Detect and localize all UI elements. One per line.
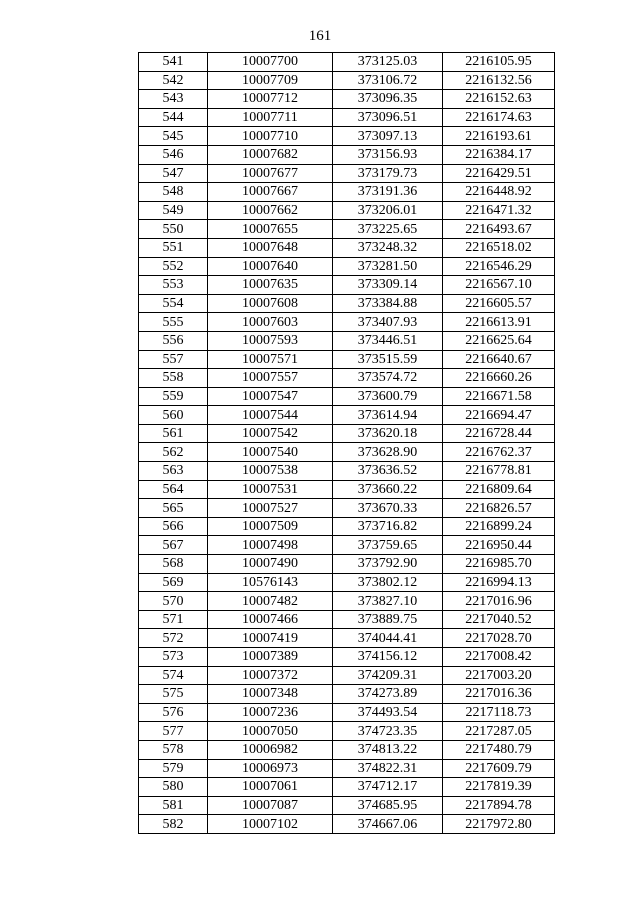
x-coordinate-cell: 374209.31 — [333, 666, 443, 685]
y-coordinate-cell: 2216384.17 — [443, 145, 555, 164]
row-number-cell: 582 — [139, 815, 208, 834]
row-number-cell: 580 — [139, 778, 208, 797]
x-coordinate-cell: 373670.33 — [333, 499, 443, 518]
x-coordinate-cell: 374493.54 — [333, 703, 443, 722]
x-coordinate-cell: 374813.22 — [333, 740, 443, 759]
row-number-cell: 566 — [139, 517, 208, 536]
y-coordinate-cell: 2216493.67 — [443, 220, 555, 239]
x-coordinate-cell: 373636.52 — [333, 462, 443, 481]
point-id-cell: 10007547 — [208, 387, 333, 406]
table-row — [139, 555, 555, 574]
table-row — [139, 294, 555, 313]
row-number-cell: 563 — [139, 462, 208, 481]
row-number-cell: 559 — [139, 387, 208, 406]
row-number-cell: 555 — [139, 313, 208, 332]
point-id-cell: 10007389 — [208, 648, 333, 667]
row-number-cell: 573 — [139, 648, 208, 667]
x-coordinate-cell: 373225.65 — [333, 220, 443, 239]
x-coordinate-cell: 373106.72 — [333, 71, 443, 90]
point-id-cell: 10007710 — [208, 127, 333, 146]
x-coordinate-cell: 373206.01 — [333, 201, 443, 220]
table-row — [139, 331, 555, 350]
point-id-cell: 10007648 — [208, 238, 333, 257]
x-coordinate-cell: 373179.73 — [333, 164, 443, 183]
table-row — [139, 666, 555, 685]
point-id-cell: 10007102 — [208, 815, 333, 834]
x-coordinate-cell: 373125.03 — [333, 53, 443, 72]
row-number-cell: 560 — [139, 406, 208, 425]
point-id-cell: 10006973 — [208, 759, 333, 778]
table-row — [139, 276, 555, 295]
point-id-cell: 10007050 — [208, 722, 333, 741]
x-coordinate-cell: 373281.50 — [333, 257, 443, 276]
table-row — [139, 164, 555, 183]
point-id-cell: 10007236 — [208, 703, 333, 722]
y-coordinate-cell: 2216778.81 — [443, 462, 555, 481]
table-row — [139, 462, 555, 481]
point-id-cell: 10007655 — [208, 220, 333, 239]
y-coordinate-cell: 2217118.73 — [443, 703, 555, 722]
point-id-cell: 10007557 — [208, 369, 333, 388]
row-number-cell: 543 — [139, 90, 208, 109]
row-number-cell: 546 — [139, 145, 208, 164]
table-row — [139, 201, 555, 220]
y-coordinate-cell: 2217609.79 — [443, 759, 555, 778]
y-coordinate-cell: 2216132.56 — [443, 71, 555, 90]
table-row — [139, 648, 555, 667]
x-coordinate-cell: 373620.18 — [333, 424, 443, 443]
table-row — [139, 499, 555, 518]
y-coordinate-cell: 2216518.02 — [443, 238, 555, 257]
table-row — [139, 536, 555, 555]
point-id-cell: 10007682 — [208, 145, 333, 164]
point-id-cell: 10007640 — [208, 257, 333, 276]
y-coordinate-cell: 2216613.91 — [443, 313, 555, 332]
table-row — [139, 703, 555, 722]
point-id-cell: 10007348 — [208, 685, 333, 704]
point-id-cell: 10007635 — [208, 276, 333, 295]
x-coordinate-cell: 373097.13 — [333, 127, 443, 146]
x-coordinate-cell: 373096.51 — [333, 108, 443, 127]
table-row — [139, 220, 555, 239]
x-coordinate-cell: 373628.90 — [333, 443, 443, 462]
x-coordinate-cell: 374723.35 — [333, 722, 443, 741]
table-row — [139, 424, 555, 443]
y-coordinate-cell: 2217480.79 — [443, 740, 555, 759]
point-id-cell: 10007677 — [208, 164, 333, 183]
point-id-cell: 10007419 — [208, 629, 333, 648]
y-coordinate-cell: 2216471.32 — [443, 201, 555, 220]
row-number-cell: 551 — [139, 238, 208, 257]
x-coordinate-cell: 373515.59 — [333, 350, 443, 369]
row-number-cell: 556 — [139, 331, 208, 350]
table-row — [139, 71, 555, 90]
x-coordinate-cell: 373384.88 — [333, 294, 443, 313]
table-row — [139, 573, 555, 592]
y-coordinate-cell: 2217894.78 — [443, 796, 555, 815]
point-id-cell: 10007498 — [208, 536, 333, 555]
y-coordinate-cell: 2216546.29 — [443, 257, 555, 276]
y-coordinate-cell: 2216671.58 — [443, 387, 555, 406]
point-id-cell: 10007466 — [208, 610, 333, 629]
point-id-cell: 10007700 — [208, 53, 333, 72]
table-row — [139, 183, 555, 202]
x-coordinate-cell: 374273.89 — [333, 685, 443, 704]
y-coordinate-cell: 2216985.70 — [443, 555, 555, 574]
point-id-cell: 10007372 — [208, 666, 333, 685]
point-id-cell: 10007667 — [208, 183, 333, 202]
row-number-cell: 557 — [139, 350, 208, 369]
point-id-cell: 10007603 — [208, 313, 333, 332]
row-number-cell: 576 — [139, 703, 208, 722]
point-id-cell: 10007571 — [208, 350, 333, 369]
table-row — [139, 759, 555, 778]
y-coordinate-cell: 2217028.70 — [443, 629, 555, 648]
table-row — [139, 480, 555, 499]
y-coordinate-cell: 2216694.47 — [443, 406, 555, 425]
table-row — [139, 387, 555, 406]
x-coordinate-cell: 373096.35 — [333, 90, 443, 109]
row-number-cell: 558 — [139, 369, 208, 388]
point-id-cell: 10576143 — [208, 573, 333, 592]
x-coordinate-cell: 373716.82 — [333, 517, 443, 536]
table-row — [139, 629, 555, 648]
table-body — [139, 53, 555, 834]
page-number: 161 — [308, 28, 332, 44]
y-coordinate-cell: 2216762.37 — [443, 443, 555, 462]
row-number-cell: 552 — [139, 257, 208, 276]
row-number-cell: 553 — [139, 276, 208, 295]
row-number-cell: 577 — [139, 722, 208, 741]
row-number-cell: 545 — [139, 127, 208, 146]
table-row — [139, 127, 555, 146]
y-coordinate-cell: 2216809.64 — [443, 480, 555, 499]
row-number-cell: 564 — [139, 480, 208, 499]
point-id-cell: 10007490 — [208, 555, 333, 574]
y-coordinate-cell: 2217016.96 — [443, 592, 555, 611]
y-coordinate-cell: 2216174.63 — [443, 108, 555, 127]
point-id-cell: 10007544 — [208, 406, 333, 425]
y-coordinate-cell: 2217287.05 — [443, 722, 555, 741]
point-id-cell: 10007527 — [208, 499, 333, 518]
x-coordinate-cell: 373792.90 — [333, 555, 443, 574]
point-id-cell: 10007709 — [208, 71, 333, 90]
row-number-cell: 554 — [139, 294, 208, 313]
y-coordinate-cell: 2217008.42 — [443, 648, 555, 667]
y-coordinate-cell: 2216625.64 — [443, 331, 555, 350]
x-coordinate-cell: 373827.10 — [333, 592, 443, 611]
table-row — [139, 313, 555, 332]
point-id-cell: 10007061 — [208, 778, 333, 797]
table-row — [139, 815, 555, 834]
x-coordinate-cell: 374822.31 — [333, 759, 443, 778]
point-id-cell: 10007509 — [208, 517, 333, 536]
x-coordinate-cell: 374667.06 — [333, 815, 443, 834]
y-coordinate-cell: 2216567.10 — [443, 276, 555, 295]
table-row — [139, 53, 555, 72]
table-row — [139, 369, 555, 388]
y-coordinate-cell: 2216640.67 — [443, 350, 555, 369]
x-coordinate-cell: 373614.94 — [333, 406, 443, 425]
row-number-cell: 550 — [139, 220, 208, 239]
x-coordinate-cell: 373889.75 — [333, 610, 443, 629]
row-number-cell: 542 — [139, 71, 208, 90]
table-row — [139, 108, 555, 127]
row-number-cell: 549 — [139, 201, 208, 220]
y-coordinate-cell: 2216448.92 — [443, 183, 555, 202]
row-number-cell: 572 — [139, 629, 208, 648]
point-id-cell: 10007482 — [208, 592, 333, 611]
y-coordinate-cell: 2217972.80 — [443, 815, 555, 834]
y-coordinate-cell: 2216429.51 — [443, 164, 555, 183]
x-coordinate-cell: 373574.72 — [333, 369, 443, 388]
point-id-cell: 10007538 — [208, 462, 333, 481]
coordinates-table — [138, 52, 555, 834]
x-coordinate-cell: 373191.36 — [333, 183, 443, 202]
row-number-cell: 541 — [139, 53, 208, 72]
point-id-cell: 10007542 — [208, 424, 333, 443]
x-coordinate-cell: 373248.32 — [333, 238, 443, 257]
row-number-cell: 574 — [139, 666, 208, 685]
table-row — [139, 443, 555, 462]
row-number-cell: 575 — [139, 685, 208, 704]
point-id-cell: 10007711 — [208, 108, 333, 127]
row-number-cell: 548 — [139, 183, 208, 202]
point-id-cell: 10006982 — [208, 740, 333, 759]
point-id-cell: 10007593 — [208, 331, 333, 350]
table-row — [139, 592, 555, 611]
point-id-cell: 10007087 — [208, 796, 333, 815]
table-row — [139, 796, 555, 815]
y-coordinate-cell: 2216728.44 — [443, 424, 555, 443]
row-number-cell: 562 — [139, 443, 208, 462]
table-row — [139, 406, 555, 425]
table-row — [139, 90, 555, 109]
x-coordinate-cell: 373156.93 — [333, 145, 443, 164]
table-row — [139, 778, 555, 797]
table-row — [139, 685, 555, 704]
x-coordinate-cell: 374685.95 — [333, 796, 443, 815]
row-number-cell: 565 — [139, 499, 208, 518]
row-number-cell: 581 — [139, 796, 208, 815]
table-row — [139, 610, 555, 629]
x-coordinate-cell: 373309.14 — [333, 276, 443, 295]
y-coordinate-cell: 2216193.61 — [443, 127, 555, 146]
row-number-cell: 547 — [139, 164, 208, 183]
y-coordinate-cell: 2216605.57 — [443, 294, 555, 313]
point-id-cell: 10007712 — [208, 90, 333, 109]
row-number-cell: 569 — [139, 573, 208, 592]
row-number-cell: 578 — [139, 740, 208, 759]
table-row — [139, 350, 555, 369]
x-coordinate-cell: 373660.22 — [333, 480, 443, 499]
row-number-cell: 544 — [139, 108, 208, 127]
x-coordinate-cell: 374156.12 — [333, 648, 443, 667]
row-number-cell: 579 — [139, 759, 208, 778]
y-coordinate-cell: 2217016.36 — [443, 685, 555, 704]
row-number-cell: 567 — [139, 536, 208, 555]
y-coordinate-cell: 2216660.26 — [443, 369, 555, 388]
x-coordinate-cell: 374044.41 — [333, 629, 443, 648]
y-coordinate-cell: 2216152.63 — [443, 90, 555, 109]
y-coordinate-cell: 2217819.39 — [443, 778, 555, 797]
table-row — [139, 722, 555, 741]
y-coordinate-cell: 2216994.13 — [443, 573, 555, 592]
x-coordinate-cell: 373600.79 — [333, 387, 443, 406]
table-row — [139, 238, 555, 257]
table-row — [139, 145, 555, 164]
x-coordinate-cell: 373759.65 — [333, 536, 443, 555]
point-id-cell: 10007662 — [208, 201, 333, 220]
point-id-cell: 10007531 — [208, 480, 333, 499]
row-number-cell: 570 — [139, 592, 208, 611]
point-id-cell: 10007540 — [208, 443, 333, 462]
row-number-cell: 561 — [139, 424, 208, 443]
table-row — [139, 257, 555, 276]
x-coordinate-cell: 374712.17 — [333, 778, 443, 797]
y-coordinate-cell: 2216826.57 — [443, 499, 555, 518]
x-coordinate-cell: 373446.51 — [333, 331, 443, 350]
y-coordinate-cell: 2217003.20 — [443, 666, 555, 685]
x-coordinate-cell: 373407.93 — [333, 313, 443, 332]
x-coordinate-cell: 373802.12 — [333, 573, 443, 592]
y-coordinate-cell: 2217040.52 — [443, 610, 555, 629]
y-coordinate-cell: 2216105.95 — [443, 53, 555, 72]
y-coordinate-cell: 2216899.24 — [443, 517, 555, 536]
y-coordinate-cell: 2216950.44 — [443, 536, 555, 555]
point-id-cell: 10007608 — [208, 294, 333, 313]
table-row — [139, 740, 555, 759]
row-number-cell: 571 — [139, 610, 208, 629]
row-number-cell: 568 — [139, 555, 208, 574]
table-row — [139, 517, 555, 536]
